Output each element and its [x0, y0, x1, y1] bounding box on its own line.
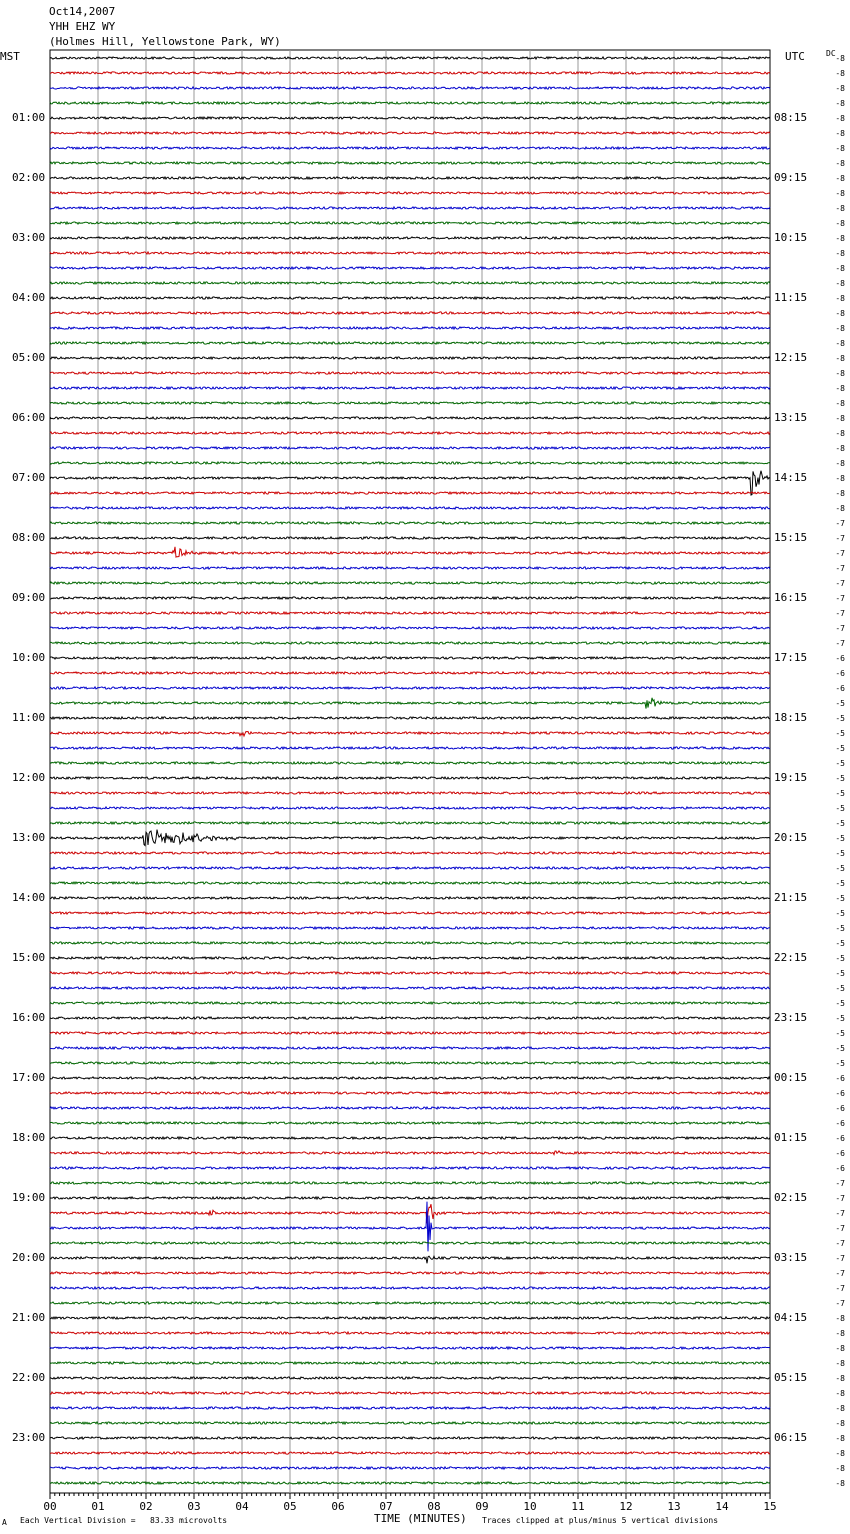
trace-40 [50, 657, 770, 659]
trace-58 [50, 927, 770, 929]
trace-75 [50, 1182, 770, 1184]
dc-offset-label: -8 [835, 294, 845, 303]
trace-67 [50, 1062, 770, 1064]
mst-hour-label: 10:00 [12, 651, 46, 664]
utc-hour-label: 00:15 [774, 1071, 808, 1084]
dc-offset-label: -8 [835, 219, 845, 228]
trace-55 [50, 882, 770, 884]
trace-47 [50, 762, 770, 764]
trace-50 [50, 807, 770, 809]
dc-offset-label: -7 [835, 1239, 845, 1248]
mst-hour-label: 04:00 [12, 291, 46, 304]
utc-hour-label: 08:15 [774, 111, 808, 124]
trace-18 [50, 327, 770, 329]
trace-19 [50, 342, 770, 344]
dc-offset-label: -7 [835, 624, 845, 633]
dc-offset-label: -8 [835, 234, 845, 243]
trace-43 [50, 698, 770, 709]
dc-offset-label: -8 [835, 1434, 845, 1443]
dc-offset-label: -8 [835, 54, 845, 63]
trace-0 [50, 57, 770, 59]
utc-hour-label: 18:15 [774, 711, 808, 724]
mst-hour-label: 01:00 [12, 111, 46, 124]
dc-offset-label: -5 [835, 999, 845, 1008]
dc-offset-label: -5 [835, 984, 845, 993]
dc-offset-label: -6 [835, 1164, 845, 1173]
dc-offset-label: -7 [835, 534, 845, 543]
dc-offset-label: -7 [835, 609, 845, 618]
dc-offset-label: -8 [835, 474, 845, 483]
dc-offset-label: -5 [835, 939, 845, 948]
trace-81 [50, 1272, 770, 1274]
mst-hour-label: 14:00 [12, 891, 46, 904]
dc-offset-label: -7 [835, 1284, 845, 1293]
dc-offset-label: -8 [835, 309, 845, 318]
dc-offset-label: -5 [835, 699, 845, 708]
trace-87 [50, 1362, 770, 1364]
trace-30 [50, 507, 770, 509]
dc-offset-label: -8 [835, 399, 845, 408]
trace-3 [50, 102, 770, 104]
utc-hour-label: 11:15 [774, 291, 808, 304]
trace-59 [50, 942, 770, 944]
utc-hour-label: 02:15 [774, 1191, 808, 1204]
plot-frame [50, 50, 770, 1493]
utc-hour-label: 04:15 [774, 1311, 808, 1324]
dc-offset-label: -5 [835, 894, 845, 903]
mst-hour-label: 07:00 [12, 471, 46, 484]
mst-hour-label: 17:00 [12, 1071, 46, 1084]
dc-offset-label: -5 [835, 1059, 845, 1068]
trace-13 [50, 252, 770, 254]
dc-offset-label: -8 [835, 354, 845, 363]
dc-offset-label: -5 [835, 969, 845, 978]
dc-offset-label: -5 [835, 1029, 845, 1038]
trace-28 [50, 471, 770, 495]
dc-offset-label: -8 [835, 174, 845, 183]
trace-23 [50, 402, 770, 404]
dc-offset-label: -5 [835, 1014, 845, 1023]
dc-offset-label: -8 [835, 279, 845, 288]
dc-offset-label: -6 [835, 1134, 845, 1143]
trace-9 [50, 192, 770, 194]
trace-92 [50, 1437, 770, 1439]
dc-offset-label: -5 [835, 759, 845, 768]
trace-4 [50, 117, 770, 119]
dc-offset-label: -5 [835, 954, 845, 963]
trace-17 [50, 312, 770, 314]
dc-offset-label: -8 [835, 489, 845, 498]
trace-31 [50, 522, 770, 524]
trace-5 [50, 132, 770, 134]
mst-hour-label: 03:00 [12, 231, 46, 244]
trace-36 [50, 597, 770, 599]
dc-offset-label: -5 [835, 849, 845, 858]
dc-offset-label: -8 [835, 1404, 845, 1413]
trace-2 [50, 87, 770, 89]
dc-offset-label: -8 [835, 1359, 845, 1368]
dc-offset-label: -5 [835, 744, 845, 753]
utc-hour-label: 03:15 [774, 1251, 808, 1264]
trace-86 [50, 1347, 770, 1349]
trace-66 [50, 1047, 770, 1049]
dc-offset-label: -8 [835, 459, 845, 468]
dc-offset-label: -8 [835, 369, 845, 378]
x-axis-label: TIME (MINUTES) [374, 1512, 467, 1525]
trace-52 [50, 830, 770, 846]
footer-mark: A [2, 1518, 7, 1527]
dc-offset-label: -5 [835, 864, 845, 873]
dc-offset-label: -8 [835, 339, 845, 348]
x-tick-label: 14 [715, 1500, 729, 1513]
mst-hour-label: 19:00 [12, 1191, 46, 1204]
trace-91 [50, 1422, 770, 1424]
dc-offset-label: -8 [835, 159, 845, 168]
dc-offset-label: -8 [835, 384, 845, 393]
mst-hour-label: 08:00 [12, 531, 46, 544]
trace-89 [50, 1392, 770, 1394]
trace-42 [50, 687, 770, 689]
mst-hour-label: 16:00 [12, 1011, 46, 1024]
dc-offset-label: -7 [835, 1269, 845, 1278]
trace-12 [50, 237, 770, 239]
dc-offset-label: -8 [835, 129, 845, 138]
x-tick-label: 09 [475, 1500, 489, 1513]
trace-61 [50, 972, 770, 974]
trace-80 [50, 1256, 770, 1263]
x-tick-label: 08 [427, 1500, 441, 1513]
dc-offset-label: -8 [835, 1374, 845, 1383]
dc-offset-label: -7 [835, 1194, 845, 1203]
trace-24 [50, 417, 770, 419]
trace-51 [50, 822, 770, 824]
trace-85 [50, 1332, 770, 1334]
x-tick-label: 00 [43, 1500, 57, 1513]
x-tick-label: 03 [187, 1500, 201, 1513]
trace-83 [50, 1302, 770, 1304]
mst-hour-label: 23:00 [12, 1431, 46, 1444]
x-tick-label: 07 [379, 1500, 393, 1513]
scale-note: Each Vertical Division = 83.33 microvolts [20, 1516, 228, 1525]
mst-hour-label: 15:00 [12, 951, 46, 964]
trace-22 [50, 387, 770, 389]
trace-63 [50, 1002, 770, 1004]
dc-offset-label: -6 [835, 1119, 845, 1128]
dc-offset-label: -7 [835, 1179, 845, 1188]
trace-54 [50, 867, 770, 869]
trace-64 [50, 1017, 770, 1019]
utc-hour-label: 06:15 [774, 1431, 808, 1444]
left-timezone-label: MST [0, 50, 20, 63]
dc-offset-label: -6 [835, 669, 845, 678]
trace-45 [50, 732, 770, 737]
dc-offset-label: -5 [835, 909, 845, 918]
x-tick-label: 02 [139, 1500, 153, 1513]
trace-71 [50, 1122, 770, 1124]
dc-offset-label: -5 [835, 774, 845, 783]
dc-offset-label: -5 [835, 1044, 845, 1053]
utc-hour-label: 21:15 [774, 891, 808, 904]
trace-60 [50, 957, 770, 959]
trace-21 [50, 372, 770, 374]
dc-offset-label: -6 [835, 1104, 845, 1113]
mst-hour-label: 12:00 [12, 771, 46, 784]
x-tick-label: 15 [763, 1500, 777, 1513]
dc-offset-label: -5 [835, 714, 845, 723]
dc-offset-label: -7 [835, 1254, 845, 1263]
trace-32 [50, 537, 770, 539]
trace-53 [50, 852, 770, 854]
trace-93 [50, 1452, 770, 1454]
dc-offset-label: -8 [835, 204, 845, 213]
trace-16 [50, 297, 770, 299]
utc-hour-label: 10:15 [774, 231, 808, 244]
trace-84 [50, 1317, 770, 1319]
trace-6 [50, 147, 770, 149]
dc-offset-label: -7 [835, 1224, 845, 1233]
utc-hour-label: 17:15 [774, 651, 808, 664]
dc-offset-label: -8 [835, 1314, 845, 1323]
utc-hour-label: 12:15 [774, 351, 808, 364]
dc-offset-label: -7 [835, 639, 845, 648]
dc-offset-label: -6 [835, 654, 845, 663]
station-code: YHH EHZ WY [49, 20, 116, 33]
dc-offset-label: -6 [835, 1074, 845, 1083]
dc-offset-label: -8 [835, 189, 845, 198]
mst-hour-label: 11:00 [12, 711, 46, 724]
trace-73 [50, 1151, 770, 1155]
utc-hour-label: 13:15 [774, 411, 808, 424]
dc-offset-label: -6 [835, 1149, 845, 1158]
trace-14 [50, 267, 770, 269]
dc-offset-label: -8 [835, 1344, 845, 1353]
utc-hour-label: 19:15 [774, 771, 808, 784]
trace-25 [50, 432, 770, 434]
trace-68 [50, 1077, 770, 1079]
mst-hour-label: 02:00 [12, 171, 46, 184]
dc-offset-label: -5 [835, 879, 845, 888]
dc-offset-label: -7 [835, 1299, 845, 1308]
trace-8 [50, 177, 770, 179]
x-tick-label: 06 [331, 1500, 345, 1513]
x-tick-label: 12 [619, 1500, 633, 1513]
dc-offset-label: -6 [835, 684, 845, 693]
trace-88 [50, 1377, 770, 1379]
utc-hour-label: 20:15 [774, 831, 808, 844]
trace-1 [50, 72, 770, 74]
dc-offset-label: -8 [835, 249, 845, 258]
x-tick-label: 05 [283, 1500, 297, 1513]
trace-94 [50, 1467, 770, 1469]
trace-20 [50, 357, 770, 359]
trace-44 [50, 717, 770, 719]
dc-offset-label: -7 [835, 519, 845, 528]
trace-76 [50, 1197, 770, 1199]
trace-46 [50, 747, 770, 749]
trace-65 [50, 1032, 770, 1034]
mst-hour-label: 18:00 [12, 1131, 46, 1144]
trace-74 [50, 1167, 770, 1169]
station-location: (Holmes Hill, Yellowstone Park, WY) [49, 35, 281, 48]
trace-7 [50, 162, 770, 164]
utc-hour-label: 23:15 [774, 1011, 808, 1024]
dc-offset-label: -6 [835, 1089, 845, 1098]
trace-35 [50, 582, 770, 584]
mst-hour-label: 22:00 [12, 1371, 46, 1384]
trace-39 [50, 642, 770, 644]
x-tick-label: 10 [523, 1500, 537, 1513]
trace-48 [50, 777, 770, 779]
dc-offset-label: -8 [835, 1419, 845, 1428]
trace-57 [50, 912, 770, 914]
mst-hour-label: 13:00 [12, 831, 46, 844]
mst-hour-label: 05:00 [12, 351, 46, 364]
dc-offset-label: -8 [835, 444, 845, 453]
dc-offset-label: -7 [835, 1209, 845, 1218]
trace-37 [50, 612, 770, 614]
trace-62 [50, 987, 770, 989]
dc-offset-label: -8 [835, 414, 845, 423]
trace-56 [50, 897, 770, 899]
utc-hour-label: 22:15 [774, 951, 808, 964]
dc-offset-label: -5 [835, 804, 845, 813]
x-tick-label: 01 [91, 1500, 105, 1513]
dc-offset-label: -7 [835, 549, 845, 558]
trace-69 [50, 1092, 770, 1094]
mst-hour-label: 21:00 [12, 1311, 46, 1324]
trace-15 [50, 282, 770, 284]
dc-offset-label: -8 [835, 429, 845, 438]
utc-hour-label: 09:15 [774, 171, 808, 184]
utc-hour-label: 15:15 [774, 531, 808, 544]
dc-offset-label: -8 [835, 1449, 845, 1458]
trace-26 [50, 447, 770, 449]
dc-offset-label: -5 [835, 819, 845, 828]
dc-offset-label: -5 [835, 729, 845, 738]
dc-offset-label: -8 [835, 114, 845, 123]
utc-hour-label: 16:15 [774, 591, 808, 604]
utc-hour-label: 14:15 [774, 471, 808, 484]
trace-49 [50, 792, 770, 794]
trace-79 [50, 1242, 770, 1244]
trace-72 [50, 1137, 770, 1139]
dc-offset-label: -8 [835, 1464, 845, 1473]
dc-offset-label: -8 [835, 324, 845, 333]
dc-offset-label: -8 [835, 1479, 845, 1488]
trace-41 [50, 672, 770, 674]
trace-34 [50, 567, 770, 569]
dc-offset-label: -8 [835, 264, 845, 273]
dc-offset-label: -7 [835, 594, 845, 603]
dc-offset-label: -8 [835, 84, 845, 93]
dc-offset-label: -7 [835, 579, 845, 588]
dc-offset-label: -5 [835, 924, 845, 933]
mst-hour-label: 20:00 [12, 1251, 46, 1264]
trace-95 [50, 1482, 770, 1484]
dc-offset-label: -5 [835, 789, 845, 798]
dc-offset-label: -5 [835, 834, 845, 843]
dc-offset-label: -8 [835, 144, 845, 153]
dc-offset-label: -8 [835, 1329, 845, 1338]
dc-offset-label: -8 [835, 504, 845, 513]
trace-27 [50, 462, 770, 464]
clip-note: Traces clipped at plus/minus 5 vertical divisions [482, 1516, 719, 1525]
right-timezone-label: UTC [785, 50, 805, 63]
utc-hour-label: 01:15 [774, 1131, 808, 1144]
dc-offset-label: -8 [835, 69, 845, 78]
trace-11 [50, 222, 770, 224]
trace-29 [50, 492, 770, 494]
trace-77 [50, 1204, 770, 1223]
trace-90 [50, 1407, 770, 1409]
record-date: Oct14,2007 [49, 5, 116, 18]
x-tick-label: 11 [571, 1500, 585, 1513]
x-tick-label: 13 [667, 1500, 681, 1513]
mst-hour-label: 09:00 [12, 591, 46, 604]
trace-33 [50, 547, 770, 557]
trace-38 [50, 627, 770, 629]
trace-10 [50, 207, 770, 209]
mst-hour-label: 06:00 [12, 411, 46, 424]
dc-offset-label: -8 [835, 1389, 845, 1398]
dc-offset-label: -7 [835, 564, 845, 573]
trace-82 [50, 1287, 770, 1289]
dc-offset-label: -8 [835, 99, 845, 108]
dc-offset-header: DC [826, 49, 836, 58]
trace-70 [50, 1107, 770, 1109]
utc-hour-label: 05:15 [774, 1371, 808, 1384]
x-tick-label: 04 [235, 1500, 249, 1513]
